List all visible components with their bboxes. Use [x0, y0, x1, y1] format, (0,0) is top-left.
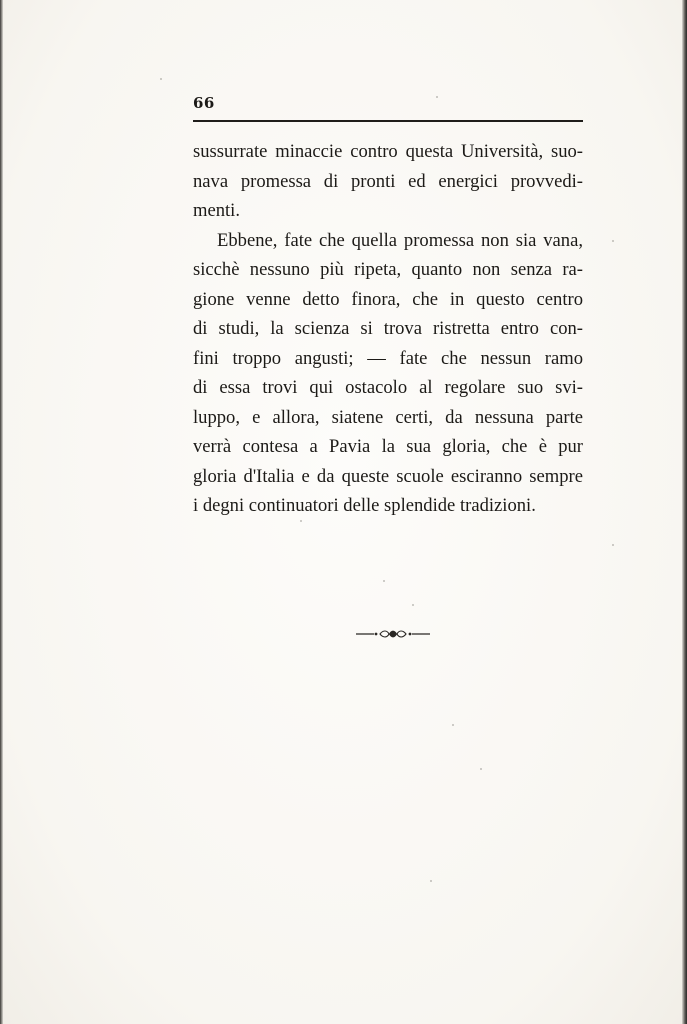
text-line: di studi, la scienza si trova ristretta entro con-: [193, 318, 583, 339]
page-right-edge: [682, 0, 687, 1024]
page-left-edge: [0, 0, 3, 1024]
paragraph-first-line: Ebbene, fate che quella promessa non sia vana,: [217, 229, 583, 251]
page-number: 66: [193, 94, 215, 112]
paper-speck: [430, 880, 432, 882]
text-line: sussurrate minaccie contro questa Università, suo-: [193, 141, 583, 162]
text-line: i degni continuatori delle splendide tradizioni.: [193, 495, 536, 516]
text-line: di essa trovi qui ostacolo al regolare suo svi-: [193, 377, 583, 398]
paper-speck: [300, 520, 302, 522]
text-line: gloria d'Italia e da queste scuole esciranno sempre: [193, 465, 583, 487]
text-line: fini troppo angusti; — fate che nessun ramo: [193, 347, 583, 369]
fleuron-divider-icon: [356, 627, 430, 641]
paper-speck: [160, 78, 162, 80]
text-line: luppo, e allora, siatene certi, da nessuna parte: [193, 406, 583, 428]
paper-speck: [452, 724, 454, 726]
body-text: [193, 137, 583, 521]
text-line: verrà contesa a Pavia la sua gloria, che è pur: [193, 436, 583, 457]
paper-speck: [383, 580, 385, 582]
text-line: menti.: [193, 200, 240, 221]
paper-speck: [612, 240, 614, 242]
paper-speck: [480, 768, 482, 770]
paper-speck: [612, 544, 614, 546]
text-line: gione venne detto finora, che in questo centro: [193, 288, 583, 310]
paper-speck: [412, 604, 414, 606]
text-line: sicchè nessuno più ripeta, quanto non senza ra-: [193, 259, 583, 280]
running-head: [193, 94, 583, 122]
paper-speck: [436, 96, 438, 98]
text-line: nava promessa di pronti ed energici provvedi-: [193, 170, 583, 192]
